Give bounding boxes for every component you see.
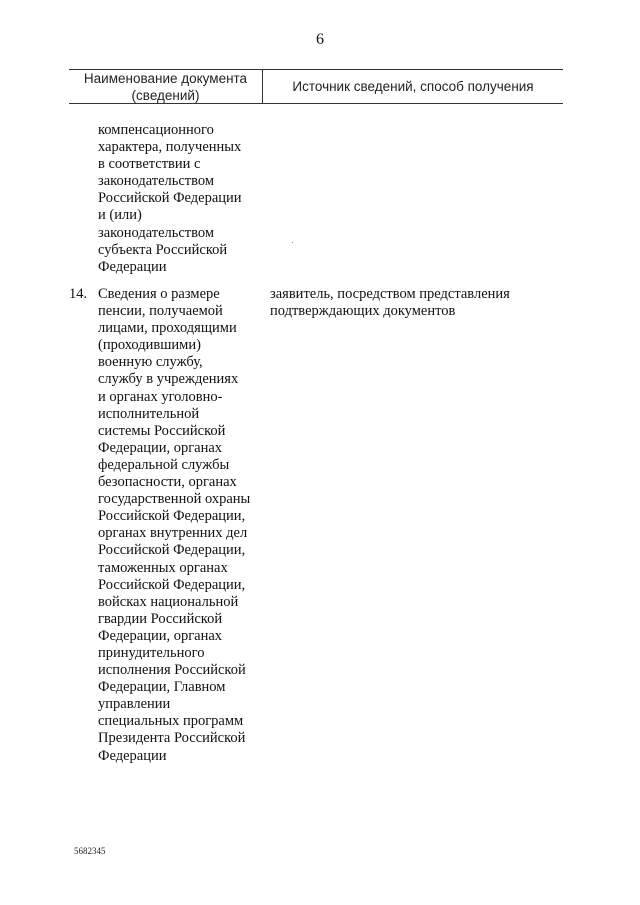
page-number: 6 (316, 31, 324, 48)
scan-dot (292, 242, 293, 243)
row-14-number: 14. (69, 286, 88, 302)
column-header-document-name: Наименование документа (сведений) (83, 71, 248, 103)
continued-row-document-name: компенсационного характера, полученных в соответствии с законодательством Российской Федерации и (или) законодательством субъекта Российской Федерации (98, 122, 242, 275)
column-header-source: Источник сведений, способ получения (292, 79, 534, 94)
row-14-document-name: Сведения о размере пенсии, получаемой лицами, проходящими (проходившими) военную службу, службу в учреждениях и органах уголовно- исполнительной системы Российской Федерации, органах федеральной службы безопасности, органах государственной охраны Российской Федерации, органах внутренних дел Российской Федерации, таможенных органах Российской Федерации, войсках национальной гвардии Российской Федерации, органах принудительного исполнения Российской Федерации, Главном управлении специальных программ Президента Российской Федерации (98, 286, 251, 764)
row-14-source: заявитель, посредством представления подтверждающих документов (270, 286, 510, 320)
document-code: 5682345 (74, 846, 106, 856)
